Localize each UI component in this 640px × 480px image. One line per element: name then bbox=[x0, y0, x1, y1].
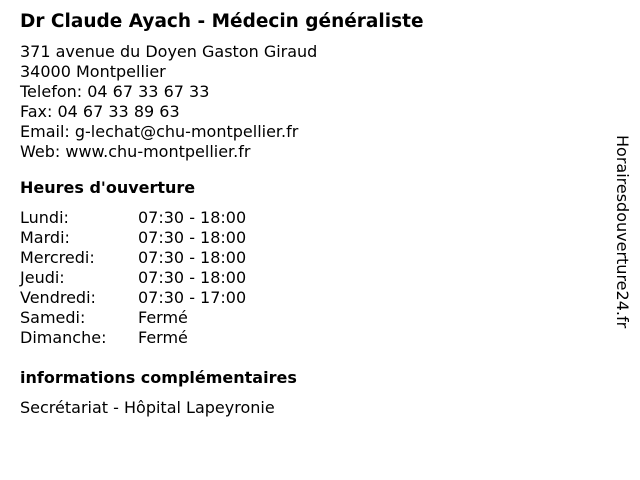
day-label: Lundi: bbox=[20, 208, 69, 227]
hours-row-thursday bbox=[20, 268, 600, 288]
hours-row-tuesday bbox=[20, 228, 600, 248]
time-value: Fermé bbox=[138, 308, 188, 327]
hours-row-saturday bbox=[20, 308, 600, 328]
day-label: Samedi: bbox=[20, 308, 86, 327]
hours-row-wednesday bbox=[20, 248, 600, 268]
address-street: 371 avenue du Doyen Gaston Giraud bbox=[20, 42, 318, 61]
additional-info-heading: informations complémentaires bbox=[20, 368, 297, 387]
contact-details bbox=[20, 42, 600, 162]
page-title: Dr Claude Ayach - Médecin généraliste bbox=[20, 11, 424, 32]
time-value: 07:30 - 18:00 bbox=[138, 268, 247, 287]
day-label: Dimanche: bbox=[20, 328, 107, 347]
hours-row-friday bbox=[20, 288, 600, 308]
phone-number: Telefon: 04 67 33 67 33 bbox=[20, 82, 210, 101]
time-value: 07:30 - 18:00 bbox=[138, 228, 247, 247]
site-brand-link[interactable]: Horairesdouverture24.fr bbox=[613, 135, 632, 329]
day-label: Vendredi: bbox=[20, 288, 96, 307]
time-value: 07:30 - 17:00 bbox=[138, 288, 247, 307]
day-label: Mardi: bbox=[20, 228, 70, 247]
opening-hours-heading: Heures d'ouverture bbox=[20, 178, 196, 197]
day-label: Mercredi: bbox=[20, 248, 95, 267]
email-address: Email: g-lechat@chu-montpellier.fr bbox=[20, 122, 299, 141]
opening-hours-list bbox=[20, 208, 600, 348]
day-label: Jeudi: bbox=[20, 268, 65, 287]
doctor-card bbox=[20, 8, 600, 418]
additional-info-text: Secrétariat - Hôpital Lapeyronie bbox=[20, 398, 275, 417]
time-value: Fermé bbox=[138, 328, 188, 347]
fax-number: Fax: 04 67 33 89 63 bbox=[20, 102, 180, 121]
hours-row-sunday bbox=[20, 328, 600, 348]
website-link[interactable]: Web: www.chu-montpellier.fr bbox=[20, 142, 251, 161]
hours-row-monday bbox=[20, 208, 600, 228]
time-value: 07:30 - 18:00 bbox=[138, 208, 247, 227]
time-value: 07:30 - 18:00 bbox=[138, 248, 247, 267]
address-city: 34000 Montpellier bbox=[20, 62, 166, 81]
